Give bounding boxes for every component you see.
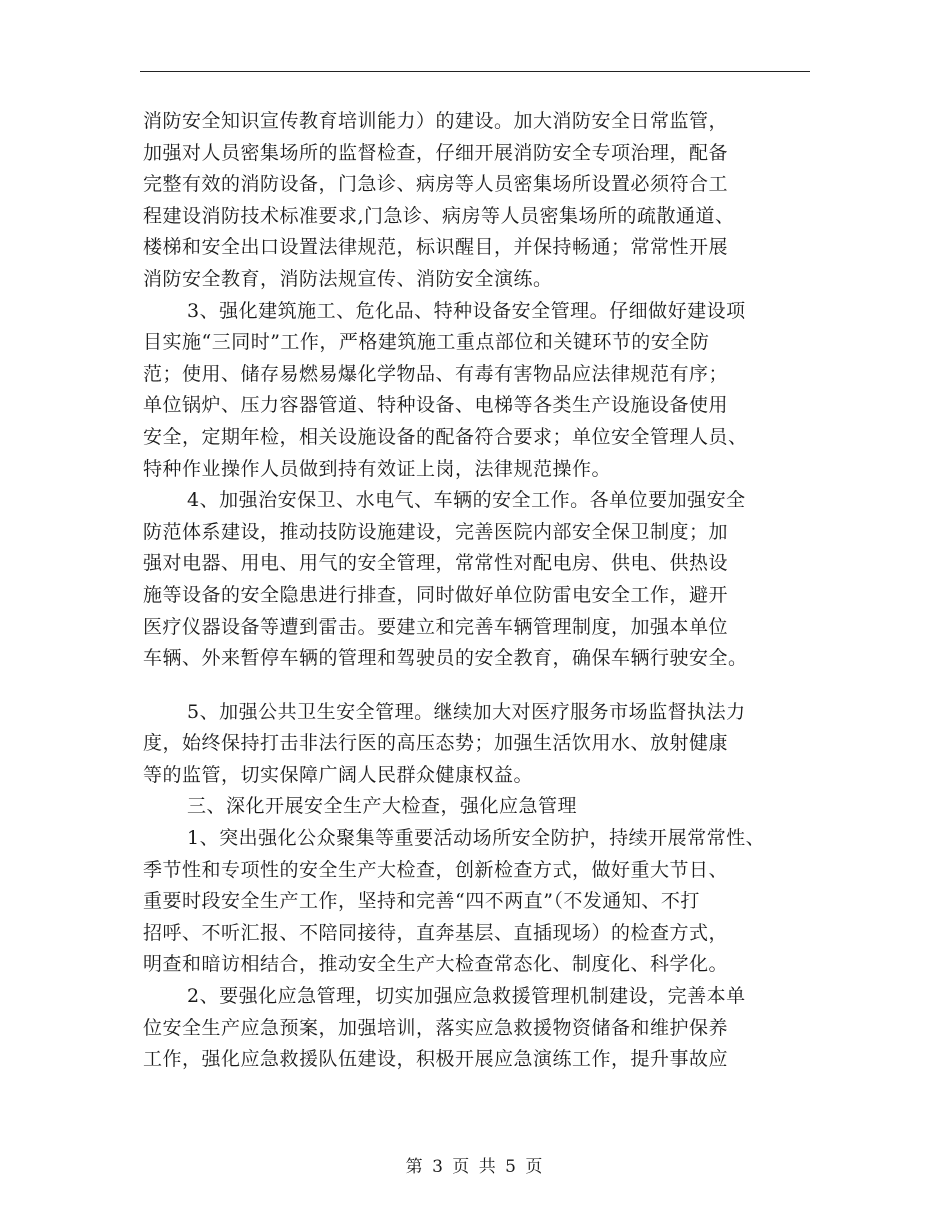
paragraph-gap — [143, 675, 833, 697]
text-line: 消防安全知识宣传教育培训能力）的建设。加大消防安全日常监管， — [143, 110, 729, 132]
document-body — [143, 106, 833, 1076]
paragraph-start-line: 2、要强化应急管理，切实加强应急救援管理机制建设，完善本单 — [187, 985, 746, 1008]
text-line: 季节性和专项性的安全生产大检查，创新检查方式，做好重大节日、 — [143, 858, 729, 881]
text-line: 特种作业操作人员做到持有效证上岗，法律规范操作。 — [143, 457, 612, 480]
paragraph-start-line: 3、强化建筑施工、危化品、特种设备安全管理。仔细做好建设项 — [187, 299, 746, 322]
header-rule — [140, 71, 810, 72]
text-line: 消防安全教育，消防法规宣传、消防安全演练。 — [143, 267, 553, 290]
text-line: 医疗仪器设备等遭到雷击。要建立和完善车辆管理制度，加强本单位 — [143, 615, 729, 638]
text-line: 位安全生产应急预案，加强培训，落实应急救援物资储备和维护保养 — [143, 1016, 729, 1039]
text-line: 度，始终保持打击非法行医的高压态势；加强生活饮用水、放射健康 — [143, 732, 729, 755]
page-number-footer: 第 3 页 共 5 页 — [405, 1157, 545, 1177]
text-line: 完整有效的消防设备，门急诊、病房等人员密集场所设置必须符合工 — [143, 173, 729, 196]
text-line: 等的监管，切实保障广阔人民群众健康权益。 — [143, 763, 534, 786]
text-line: 单位锅炉、压力容器管道、特种设备、电梯等各类生产设施设备使用 — [143, 394, 729, 417]
text-line: 招呼、不听汇报、不陪同接待，直奔基层、直插现场）的检查方式， — [143, 921, 729, 944]
text-line: 重要时段安全生产工作，坚持和完善“四不两直”（不发通知、不打 — [143, 890, 700, 913]
text-line: 防范体系建设，推动技防设施建设，完善医院内部安全保卫制度；加 — [143, 520, 729, 543]
text-line: 目实施“三同时”工作，严格建筑施工重点部位和关键环节的安全防 — [143, 331, 710, 354]
text-line: 车辆、外来暂停车辆的管理和驾驶员的安全教育，确保车辆行驶安全。 — [143, 647, 748, 670]
section-heading: 三、深化开展安全生产大检查，强化应急管理 — [187, 795, 578, 818]
text-line: 楼梯和安全出口设置法律规范，标识醒目，并保持畅通；常常性开展 — [143, 236, 729, 259]
text-line: 范；使用、储存易燃易爆化学物品、有毒有害物品应法律规范有序； — [143, 362, 729, 385]
text-line: 安全，定期年检，相关设施设备的配备符合要求；单位安全管理人员、 — [143, 425, 748, 448]
text-line: 加强对人员密集场所的监督检查，仔细开展消防安全专项治理，配备 — [143, 141, 729, 164]
text-line: 程建设消防技术标准要求,门急诊、病房等人员密集场所的疏散通道、 — [143, 204, 735, 227]
text-line: 工作，强化应急救援队伍建设，积极开展应急演练工作，提升事故应 — [143, 1048, 729, 1071]
paragraph-start-line: 4、加强治安保卫、水电气、车辆的安全工作。各单位要加强安全 — [187, 489, 746, 512]
paragraph-start-line: 1、突出强化公众聚集等重要活动场所安全防护，持续开展常常性、 — [187, 827, 766, 850]
text-line: 施等设备的安全隐患进行排查，同时做好单位防雷电安全工作，避开 — [143, 583, 729, 606]
paragraph-start-line: 5、加强公共卫生安全管理。继续加大对医疗服务市场监督执法力 — [187, 700, 746, 723]
text-line: 明查和暗访相结合，推动安全生产大检查常态化、制度化、科学化。 — [143, 953, 729, 976]
text-line: 强对电器、用电、用气的安全管理，常常性对配电房、供电、供热设 — [143, 552, 729, 575]
